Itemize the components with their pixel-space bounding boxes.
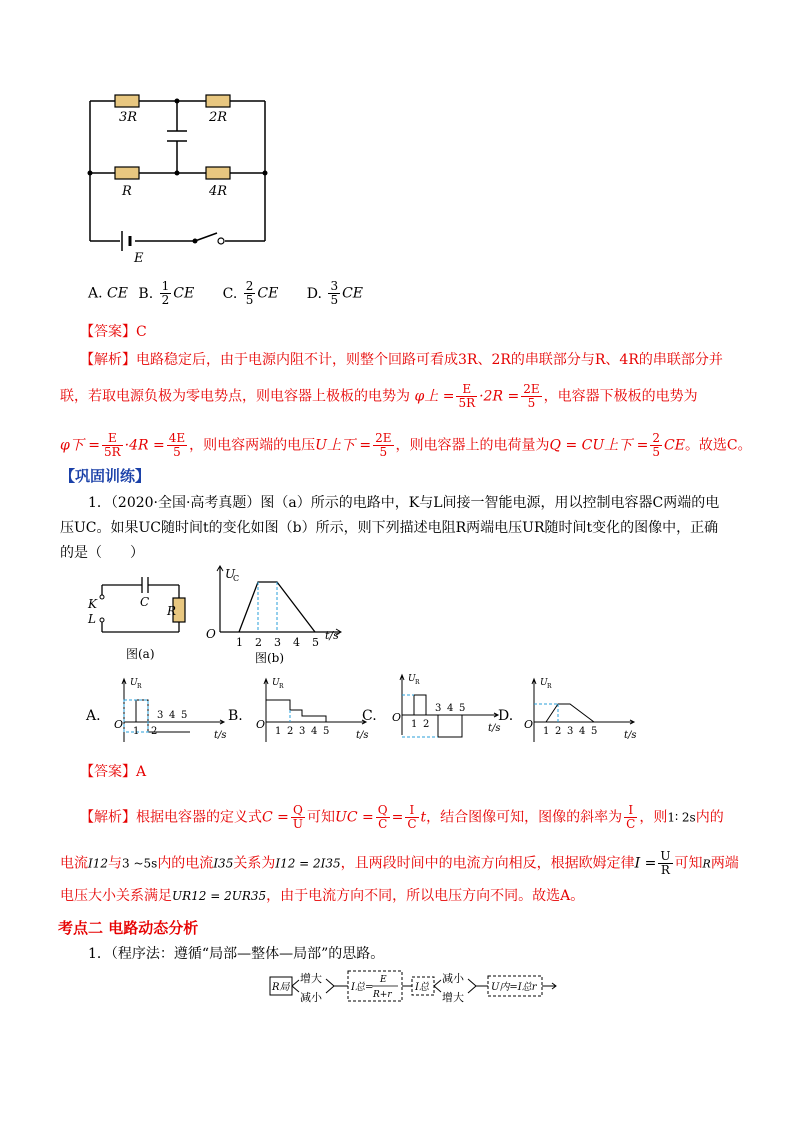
label-2R: 2R (209, 110, 228, 125)
option-c-value: CE (257, 285, 279, 302)
opt-c-tick-4: 4 (447, 703, 454, 714)
flow-b3-up: 减小 (442, 972, 464, 985)
flow-diagram (262, 965, 562, 1009)
question-2-line-1: 1．（2020·全国·高考真题）图（a）所示的电路中，K与L间接一智能电源，用以控制电容器C两端的电 (88, 495, 720, 511)
opt-c-origin: O (392, 711, 402, 724)
flow-b1-down: 减小 (300, 991, 322, 1004)
option-d-value: CE (342, 285, 364, 302)
flow-box-3: I总 (415, 982, 429, 993)
opt-d-tick-1: 1 (543, 726, 550, 737)
opt-c-tick-2: 2 (423, 719, 430, 730)
analysis-2-line-2: 电流I12与3 ~5s内的电流I35关系为I12 = 2I35，且两段时间中的电流方向相反，根据欧姆定律I = $\frac{U}{R}$ 可知R两端 (60, 849, 739, 877)
graph-option-c (384, 670, 502, 750)
question-2-line-2: 压UC。如果UC随时间t的变化如图（b）所示，则下列描述电阻R两端电压UR随时间t变化的图像中，正确 (60, 520, 719, 536)
question-2-line-3: 的是（ ） (60, 545, 144, 561)
figure-a-circuit (84, 570, 194, 665)
option-a-label: A. (88, 285, 103, 302)
flow-box-2: I总= (351, 982, 374, 993)
flow-b3-down: 增大 (442, 991, 464, 1004)
opt-b-tick-2: 2 (287, 726, 294, 737)
figure-b-chart (200, 562, 350, 664)
fig-b-xlabel: t/s (325, 629, 339, 642)
opt-a-tick-3: 3 (157, 710, 164, 721)
method-line: 1．（程序法：遵循“局部—整体—局部”的思路。 (88, 946, 385, 962)
analysis-1-line-3: φ下 = $\frac{E}{5R}$ ·4R = $\frac{4E}{5}$ ，则电容两端的电压U上下 = $\frac{2E}{5}$ ，则电容器上的电荷量为Q = CU上下 = $\frac{2}{5}$ CE。故选C。 (60, 431, 752, 459)
opt-c-ylabel: U (408, 674, 416, 684)
opt-d-tick-2: 2 (555, 726, 562, 737)
analysis-2-line-1: 【解析】根据电容器的定义式C = $\frac{Q}{U}$ 可知UC = $\frac{Q}{C}$ = $\frac{I}{C}$ t，结合图像可知，图像的斜率为 $\frac{I}{C}$ ，则1∶ 2s内的 (80, 803, 724, 831)
label-R: R (122, 184, 132, 199)
flow-b1-up: 增大 (300, 972, 322, 985)
opt-d-xlabel: t/s (624, 730, 637, 741)
fig-b-tick-3: 3 (274, 636, 281, 649)
label-3R: 3R (119, 110, 138, 125)
opt-b-ysub: R (279, 683, 284, 690)
opt-b-tick-1: 1 (275, 726, 282, 737)
opt-a-xlabel: t/s (214, 730, 227, 741)
opt-d-tick-3: 3 (567, 726, 574, 737)
graph-option-b (252, 674, 370, 742)
analysis-2-line-3: 电压大小关系满足UR12 = 2UR35，由于电流方向不同，所以电压方向不同。故选A。 (60, 888, 585, 904)
analysis-1-line-1: 【解析】电路稳定后，由于电源内阻不计，则整个回路可看成3R、2R的串联部分与R、4R的串联部分并 (80, 352, 723, 368)
opt-b-tick-3: 3 (299, 726, 306, 737)
opt-b-xlabel: t/s (356, 730, 369, 741)
graph-option-a (110, 674, 228, 742)
fig-b-tick-5: 5 (312, 636, 319, 649)
opt-b-origin: O (256, 718, 266, 731)
fig-a-R: R (167, 604, 177, 618)
graph-option-c-label: C. (362, 708, 377, 724)
opt-a-ysub: R (137, 683, 142, 690)
opt-d-series (546, 704, 594, 722)
fig-b-tick-4: 4 (293, 636, 300, 649)
opt-a-origin: O (114, 718, 124, 731)
opt-c-ysub: R (415, 679, 420, 686)
opt-b-tick-4: 4 (311, 726, 318, 737)
opt-d-origin: O (524, 718, 534, 731)
answer-2: 【答案】A (80, 764, 147, 780)
graph-option-b-label: B. (228, 708, 243, 724)
graph-option-d-label: D. (498, 708, 514, 724)
fig-a-caption: 图(a) (126, 647, 155, 661)
label-E: E (134, 251, 144, 266)
fig-b-ysub: C (233, 574, 240, 583)
fig-b-caption: 图(b) (255, 651, 285, 664)
option-d-label: D. (306, 285, 322, 302)
opt-d-ylabel: U (540, 678, 548, 688)
opt-a-tick-4: 4 (169, 710, 176, 721)
option-b-value: CE (173, 285, 195, 302)
opt-c-xlabel: t/s (488, 723, 501, 734)
fig-b-tick-2: 2 (255, 636, 262, 649)
opt-d-tick-5: 5 (591, 726, 598, 737)
flow-box-1: R局 (272, 982, 290, 993)
fig-a-K: K (88, 597, 97, 611)
opt-a-tick-5: 5 (181, 710, 188, 721)
graph-option-d (520, 674, 638, 742)
analysis-1-line-2: 联，若取电源负极为零电势点，则电容器上极板的电势为 φ上 = $\frac{E}{5R}$ ·2R = $\frac{2E}{5}$ ，电容器下极板的电势为 (60, 382, 698, 410)
option-c-label: C. (222, 285, 238, 302)
graph-option-a-label: A. (86, 708, 101, 724)
flow-box-2-den: R+r (373, 990, 392, 1000)
opt-c-tick-5: 5 (459, 703, 466, 714)
flow-box-2-num: E (380, 975, 387, 985)
fig-b-tick-1: 1 (236, 636, 243, 649)
circuit-diagram-1 (80, 88, 280, 268)
opt-a-ylabel: U (130, 678, 138, 688)
opt-c-series (414, 695, 462, 737)
flow-box-4: U内=I总r (491, 982, 537, 993)
options-row-1: A. CE B. $\frac{1}{2}$ CE C. $\frac{2}{5}$ CE D. $\frac{3}{5}$ CE (88, 279, 364, 307)
option-a-value: CE (107, 285, 128, 302)
option-b-label: B. (138, 285, 154, 302)
opt-d-tick-4: 4 (579, 726, 586, 737)
fig-a-C: C (140, 595, 150, 609)
opt-b-ylabel: U (272, 678, 280, 688)
fig-b-ylabel: U (225, 567, 236, 581)
fig-a-L: L (88, 612, 96, 626)
section-2-title: 考点二 电路动态分析 (58, 919, 199, 937)
fig-b-origin: O (206, 627, 216, 641)
opt-a-tick-1: 1 (133, 726, 140, 737)
label-4R: 4R (209, 184, 228, 199)
opt-b-tick-5: 5 (323, 726, 330, 737)
opt-b-series (266, 700, 326, 722)
section-practice-heading: 【巩固训练】 (60, 467, 151, 485)
opt-d-ysub: R (547, 683, 552, 690)
opt-c-tick-1: 1 (411, 719, 418, 730)
answer-1: 【答案】C (80, 324, 147, 340)
opt-c-tick-3: 3 (435, 703, 442, 714)
opt-a-tick-2: 2 (151, 726, 158, 737)
